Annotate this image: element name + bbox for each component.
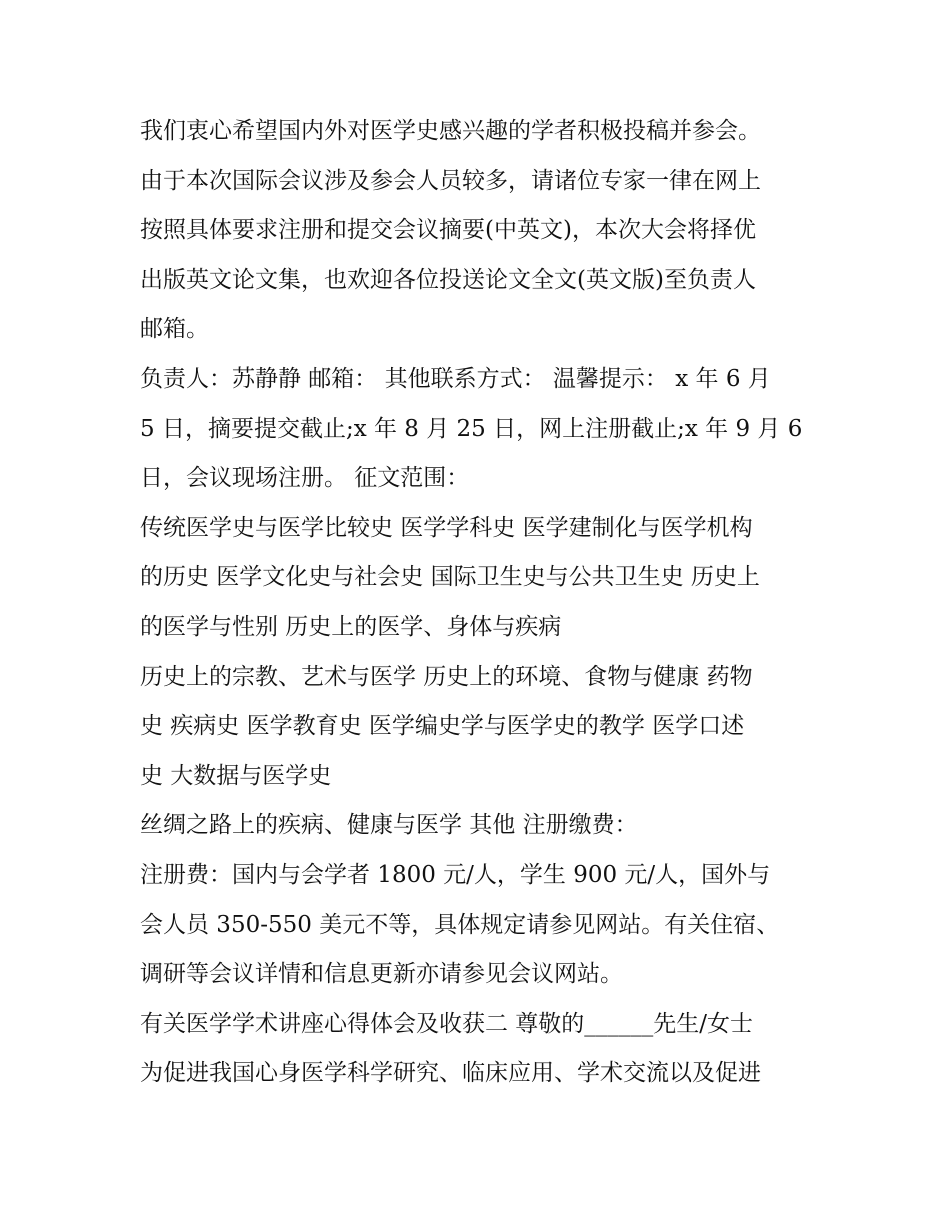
text-line: 5 日，摘要提交截止;x 年 8 月 25 日，网上注册截止;x 年 9 月 6 <box>140 415 803 442</box>
text-line: 出版英文论文集，也欢迎各位投送论文全文(英文版)至负责人 <box>140 266 756 293</box>
text-line: 的历史 医学文化史与社会史 国际卫生史与公共卫生史 历史上 <box>140 564 760 591</box>
text-line: 调研等会议详情和信息更新亦请参见会议网站。 <box>140 961 623 988</box>
body-text <box>140 107 820 1099</box>
text-line: 历史上的宗教、艺术与医学 历史上的环境、食物与健康 药物 <box>140 663 753 690</box>
text-line: 按照具体要求注册和提交会议摘要(中英文)，本次大会将择优 <box>140 217 756 244</box>
text-line: 史 大数据与医学史 <box>140 762 332 789</box>
text-line: 史 疾病史 医学教育史 医学编史学与医学史的教学 医学口述 <box>140 713 745 740</box>
text-line: 传统医学史与医学比较史 医学学科史 医学建制化与医学机构 <box>140 514 753 541</box>
text-line: 注册费：国内与会学者 1800 元/人，学生 900 元/人，国外与 <box>140 861 771 888</box>
text-line: 日，会议现场注册。 征文范围： <box>140 465 470 492</box>
text-line: 由于本次国际会议涉及参会人员较多，请诸位专家一律在网上 <box>140 167 761 194</box>
text-line: 会人员 350-550 美元不等，具体规定请参见网站。有关住宿、 <box>140 911 780 938</box>
text-line: 邮箱。 <box>140 316 209 343</box>
text-line: 丝绸之路上的疾病、健康与医学 其他 注册缴费： <box>140 812 638 839</box>
text-line: 的医学与性别 历史上的医学、身体与疾病 <box>140 613 562 640</box>
text-line: 我们衷心希望国内外对医学史感兴趣的学者积极投稿并参会。 <box>140 118 761 144</box>
text-line: 有关医学学术讲座心得体会及收获二 尊敬的______先生/女士 <box>140 1010 754 1037</box>
text-line: 负责人：苏静静 邮箱： 其他联系方式： 温馨提示： x 年 6 月 <box>140 365 771 392</box>
text-line: 为促进我国心身医学科学研究、临床应用、学术交流以及促进 <box>140 1060 761 1087</box>
